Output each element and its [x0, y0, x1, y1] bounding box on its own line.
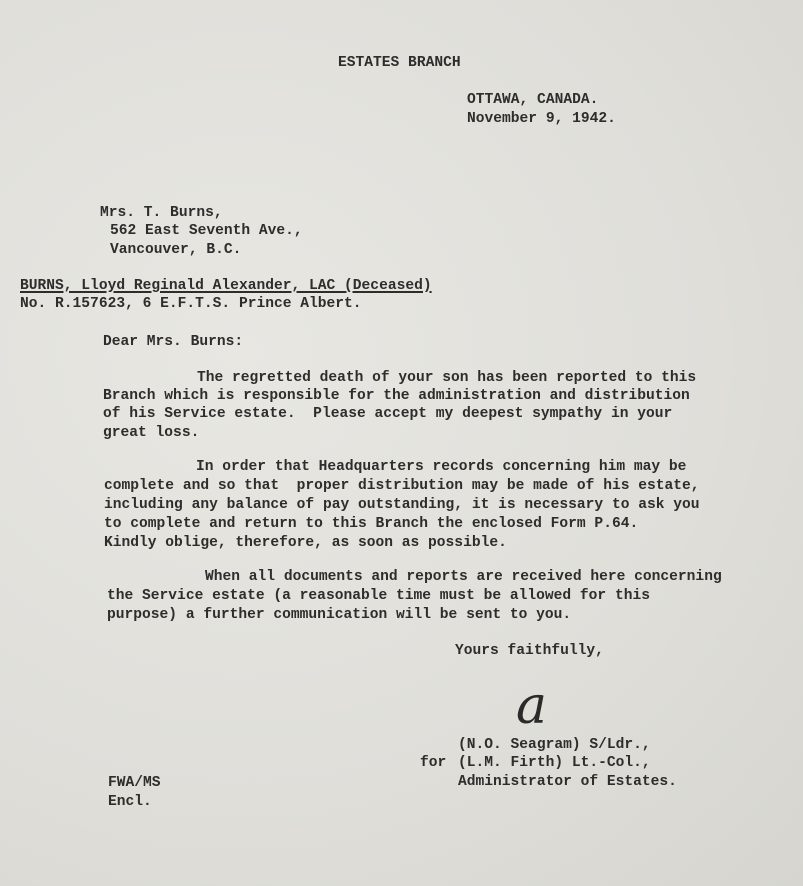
- paragraph-line: Branch which is responsible for the administration and distribution: [103, 388, 690, 404]
- subject-service-number: No. R.157623, 6 E.F.T.S. Prince Albert.: [20, 296, 362, 312]
- paragraph-line: complete and so that proper distribution may be made of his estate,: [104, 478, 700, 494]
- administrator-name: (L.M. Firth) Lt.-Col.,: [458, 755, 651, 771]
- closing: Yours faithfully,: [455, 643, 604, 659]
- paragraph-line: to complete and return to this Branch the enclosed Form P.64.: [104, 516, 639, 532]
- enclosure-note: Encl.: [108, 794, 152, 810]
- paragraph-line: great loss.: [103, 425, 200, 441]
- recipient-street: 562 East Seventh Ave.,: [110, 223, 303, 239]
- paragraph-line: of his Service estate. Please accept my deepest sympathy in your: [103, 406, 673, 422]
- paragraph-line: Kindly oblige, therefore, as soon as possible.: [104, 535, 507, 551]
- reference-initials: FWA/MS: [108, 775, 161, 791]
- recipient-city: Vancouver, B.C.: [110, 242, 242, 258]
- letterhead-branch: ESTATES BRANCH: [338, 55, 461, 71]
- signatory-for: for: [420, 755, 447, 771]
- paragraph-line: When all documents and reports are received here concerning: [205, 569, 722, 585]
- salutation: Dear Mrs. Burns:: [103, 334, 244, 350]
- paragraph-line: purpose) a further communication will be sent to you.: [107, 607, 572, 623]
- paragraph-line: the Service estate (a reasonable time must be allowed for this: [107, 588, 650, 604]
- paragraph-line: In order that Headquarters records concerning him may be: [196, 459, 687, 475]
- signatory-name: (N.O. Seagram) S/Ldr.,: [458, 737, 651, 753]
- administrator-title: Administrator of Estates.: [458, 774, 677, 790]
- subject-name: BURNS, Lloyd Reginald Alexander, LAC (Deceased): [20, 278, 432, 294]
- recipient-name: Mrs. T. Burns,: [100, 205, 223, 221]
- handwritten-signature: a: [516, 676, 548, 736]
- paragraph-line: The regretted death of your son has been reported to this: [197, 370, 697, 386]
- paragraph-line: including any balance of pay outstanding, it is necessary to ask you: [104, 497, 700, 513]
- letter-date: November 9, 1942.: [467, 111, 616, 127]
- letterhead-place: OTTAWA, CANADA.: [467, 92, 599, 108]
